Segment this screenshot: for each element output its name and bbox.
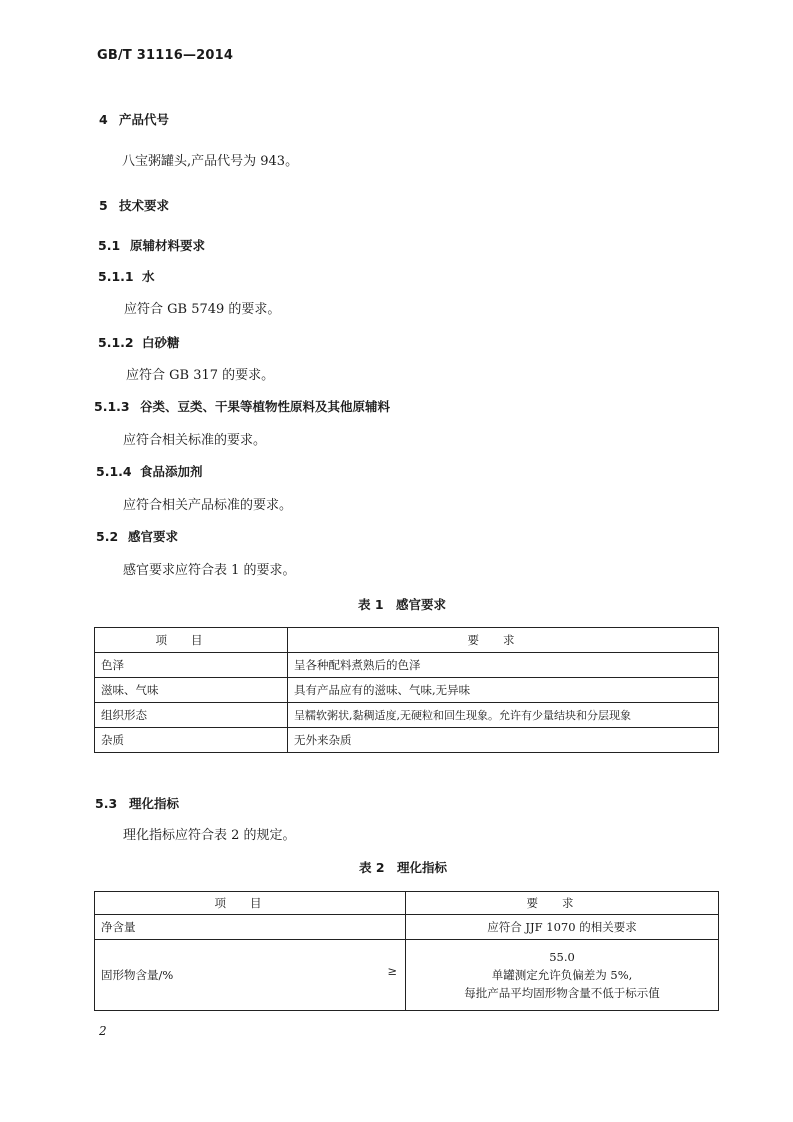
table-header-item: 项目 bbox=[95, 892, 406, 915]
table-cell: 具有产品应有的滋味、气味,无异味 bbox=[288, 678, 719, 703]
section-5-1-3-heading: 5.1.3 谷类、豆类、干果等植物性原料及其他原辅料 bbox=[94, 399, 391, 414]
table-cell: 呈糯软粥状,黏稠适度,无硬粒和回生现象。允许有少量结块和分层现象 bbox=[288, 703, 719, 728]
section-5-1-2-text: 应符合 GB 317 的要求。 bbox=[126, 368, 275, 383]
standard-number: GB/T 31116—2014 bbox=[97, 48, 234, 63]
section-5-1-4-text: 应符合相关产品标准的要求。 bbox=[123, 498, 293, 513]
table-row bbox=[95, 703, 719, 728]
table-cell: 净含量 bbox=[95, 915, 406, 940]
section-5-1-4-heading: 5.1.4 食品添加剂 bbox=[96, 464, 203, 479]
table-header-requirement: 要求 bbox=[406, 892, 719, 915]
page-number: 2 bbox=[99, 1024, 107, 1038]
table-header-requirement: 要求 bbox=[288, 628, 719, 653]
table-cell: 无外来杂质 bbox=[288, 728, 719, 753]
table-cell: 杂质 bbox=[95, 728, 288, 753]
greater-equal-symbol: ≥ bbox=[387, 964, 397, 978]
table-row bbox=[95, 678, 719, 703]
section-5-heading: 5 技术要求 bbox=[99, 198, 170, 213]
solid-content-label: 固形物含量/% bbox=[101, 968, 174, 982]
table-row bbox=[95, 653, 719, 678]
table2-caption: 表 2 理化指标 bbox=[359, 860, 448, 875]
table-cell: 组织形态 bbox=[95, 703, 288, 728]
section-5-1-2-heading: 5.1.2 白砂糖 bbox=[98, 335, 180, 350]
sensory-table bbox=[94, 627, 719, 753]
section-5-3-heading: 5.3 理化指标 bbox=[95, 796, 180, 811]
section-5-1-3-text: 应符合相关标准的要求。 bbox=[123, 433, 267, 448]
table-header-row bbox=[95, 892, 719, 915]
table-cell bbox=[95, 940, 406, 1011]
table-row bbox=[95, 940, 719, 1011]
table-header-row bbox=[95, 628, 719, 653]
section-5-1-1-heading: 5.1.1 水 bbox=[98, 269, 155, 284]
table-cell: 应符合 JJF 1070 的相关要求 bbox=[406, 915, 719, 940]
table-header-item: 项目 bbox=[95, 628, 288, 653]
section-5-2-heading: 5.2 感官要求 bbox=[96, 529, 179, 544]
table1-caption: 表 1 感官要求 bbox=[358, 597, 447, 612]
section-5-1-1-text: 应符合 GB 5749 的要求。 bbox=[124, 302, 281, 317]
table-cell: 呈各种配料煮熟后的色泽 bbox=[288, 653, 719, 678]
table-row bbox=[95, 915, 719, 940]
section-4-text: 八宝粥罐头,产品代号为 943。 bbox=[122, 154, 299, 169]
solid-content-value: 55.0 bbox=[549, 950, 575, 964]
solid-content-note-1: 单罐测定允许负偏差为 5%, bbox=[491, 968, 633, 982]
section-5-1-heading: 5.1 原辅材料要求 bbox=[98, 238, 206, 253]
section-5-3-text: 理化指标应符合表 2 的规定。 bbox=[123, 828, 296, 843]
section-4-heading: 4 产品代号 bbox=[99, 112, 170, 127]
table-cell: 滋味、气味 bbox=[95, 678, 288, 703]
physicochemical-table bbox=[94, 891, 719, 1011]
section-5-2-text: 感官要求应符合表 1 的要求。 bbox=[123, 563, 296, 578]
table-cell: 色泽 bbox=[95, 653, 288, 678]
table-cell bbox=[406, 940, 719, 1011]
table-row bbox=[95, 728, 719, 753]
solid-content-note-2: 每批产品平均固形物含量不低于标示值 bbox=[464, 986, 660, 1000]
